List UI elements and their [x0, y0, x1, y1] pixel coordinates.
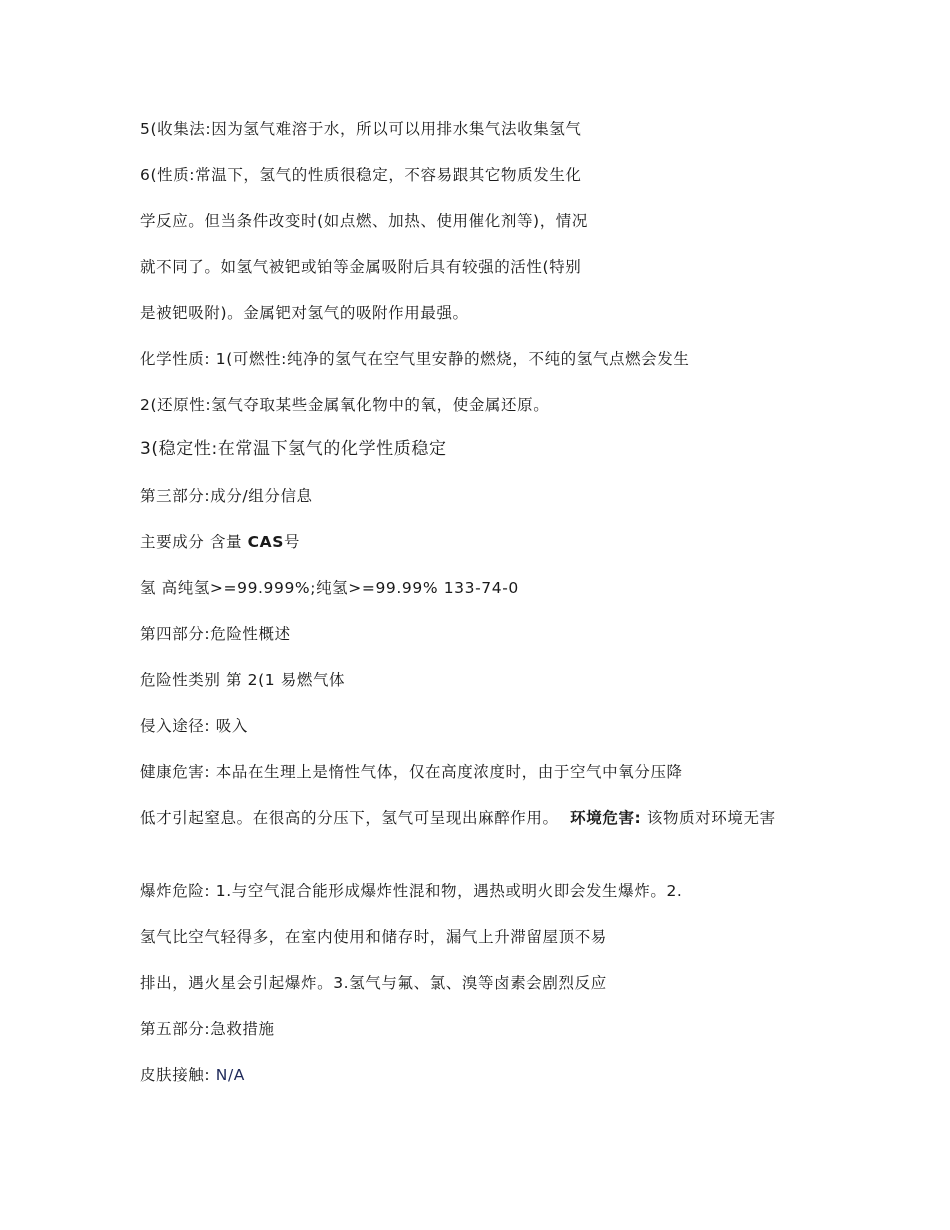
section-title-hazards: 第四部分:危险性概述 — [140, 625, 291, 643]
health-env-paragraph — [140, 807, 810, 829]
explosion-line-3: 排出，遇火星会引起爆炸。3.氢气与氟、氯、溴等卤素会剧烈反应 — [140, 974, 607, 992]
text-line-reducibility: 2(还原性:氢气夺取某些金属氧化物中的氧，使金属还原。 — [140, 396, 550, 414]
header-main-component: 主要成分 — [140, 533, 205, 551]
health-hazard-line-2: 低才引起窒息。在很高的分压下，氢气可呈现出麻醉作用。 — [140, 809, 559, 827]
text-line-properties-4: 是被钯吸附)。金属钯对氢气的吸附作用最强。 — [140, 304, 469, 322]
hazard-class: 危险性类别 第 2(1 易燃气体 — [140, 671, 346, 689]
text-line-stability: 3(稳定性:在常温下氢气的化学性质稳定 — [140, 439, 447, 459]
skin-contact — [140, 1064, 810, 1086]
header-cas: CAS — [247, 533, 285, 551]
text-line-chemical-properties: 化学性质: 1(可燃性:纯净的氢气在空气里安静的燃烧，不纯的氢气点燃会发生 — [140, 350, 690, 368]
section-title-first-aid: 第五部分:急救措施 — [140, 1020, 275, 1038]
header-content: 含量 — [209, 533, 243, 551]
text-line-properties-3: 就不同了。如氢气被钯或铂等金属吸附后具有较强的活性(特别 — [140, 258, 582, 276]
health-hazard-line-1: 健康危害: 本品在生理上是惰性气体，仅在高度浓度时，由于空气中氧分压降 — [140, 763, 683, 781]
text-line-properties-2: 学反应。但当条件改变时(如点燃、加热、使用催化剂等)，情况 — [140, 212, 588, 230]
section-title-composition: 第三部分:成分/组分信息 — [140, 487, 313, 505]
explosion-line-2: 氢气比空气轻得多，在室内使用和储存时，漏气上升滞留屋顶不易 — [140, 928, 607, 946]
skin-contact-value: N/A — [215, 1066, 245, 1084]
header-cas-suffix: 号 — [284, 533, 301, 551]
skin-contact-label: 皮肤接触: — [140, 1066, 216, 1084]
entry-route: 侵入途径: 吸入 — [140, 717, 248, 735]
text-line-collection-method: 5(收集法:因为氢气难溶于水，所以可以用排水集气法收集氢气 — [140, 120, 582, 138]
composition-header — [140, 531, 810, 553]
text-line-properties: 6(性质:常温下，氢气的性质很稳定，不容易跟其它物质发生化 — [140, 166, 582, 184]
env-hazard-label: 环境危害: — [570, 809, 642, 827]
env-hazard-text: 该物质对环境无害 — [641, 809, 776, 827]
composition-row: 氢 高纯氢>=99.999%;纯氢>=99.99% 133-74-0 — [140, 579, 519, 597]
explosion-line-1: 爆炸危险: 1.与空气混合能形成爆炸性混和物，遇热或明火即会发生爆炸。2. — [140, 882, 683, 900]
